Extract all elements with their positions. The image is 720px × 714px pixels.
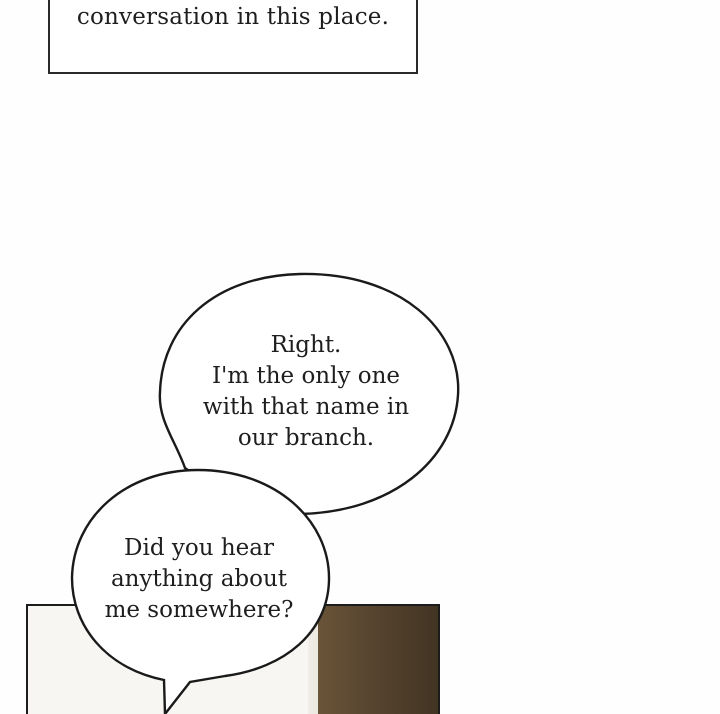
speech-line: me somewhere? [104,597,294,623]
speech-line: anything about [110,566,288,592]
speech-line: our branch. [237,425,375,451]
speech-text-bottom [90,533,308,626]
speech-line: Right. [270,332,342,358]
speech-line: Did you hear [124,535,274,561]
speech-line: I'm the only one [211,363,401,389]
speech-line: with that name in [202,394,410,420]
speech-text-top [190,330,422,454]
narration-text: conversation in this place. [76,4,390,30]
